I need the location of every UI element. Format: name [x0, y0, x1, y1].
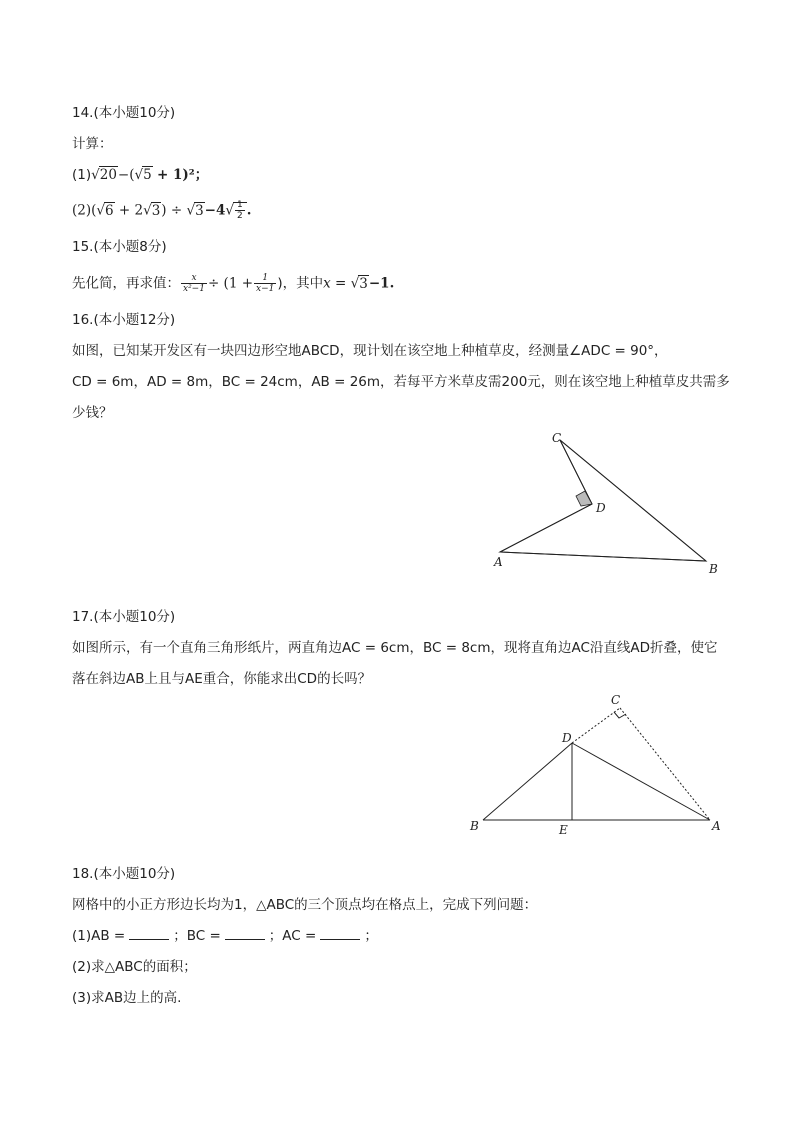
q15-body: 先化简，再求值： $\frac{x}{\text{x²−1}}$ ÷ (1 + $\frac{1}{x-1}$ )，其中x = √3−1.	[72, 273, 395, 294]
answer-blank-ab[interactable]	[129, 927, 169, 940]
q17-label-e: E	[559, 823, 568, 837]
q18-text-1: 网格中的小正方形边长均为1，△ABC的三个顶点均在格点上，完成下列问题：	[72, 897, 538, 913]
q18-part1: (1)AB = ；BC = ；AC = ；	[72, 928, 378, 944]
answer-blank-ac[interactable]	[320, 927, 360, 940]
q14-part1: (1)√20−(√5 + 1)²；	[72, 167, 209, 183]
q17-label-a: A	[712, 819, 721, 833]
q17-side-bd	[483, 743, 572, 820]
q18-part3: (3)求AB边上的高.	[72, 990, 182, 1006]
answer-blank-bc[interactable]	[225, 927, 265, 940]
q17-side-da	[572, 743, 710, 820]
q18-header: 18.(本小题10分)	[72, 866, 176, 882]
q15-header: 15.(本小题8分)	[72, 239, 167, 255]
right-angle-mark	[614, 712, 626, 718]
q17-text-2: 落在斜边AB上且与AE重合，你能求出CD的长吗？	[72, 671, 372, 687]
q18-part2: (2)求△ABC的面积；	[72, 959, 197, 975]
q14-part2: (2)(√6 + 2√3) ÷ √3−4√ $\frac{1}{2}$ .	[72, 200, 252, 221]
q17-dotted-ca	[620, 708, 710, 820]
q17-text-1: 如图所示，有一个直角三角形纸片，两直角边AC = 6cm，BC = 8cm，现将直角边AC沿直线AD折叠，使它	[72, 640, 718, 656]
q16-header: 16.(本小题12分)	[72, 312, 176, 328]
q16-figure	[490, 428, 730, 578]
q16-label-c: C	[552, 431, 562, 445]
q17-dotted-dc	[572, 708, 620, 743]
q16-side-ab	[500, 552, 706, 561]
q16-label-a: A	[494, 555, 503, 569]
q17-label-b: B	[470, 819, 479, 833]
q16-side-da	[500, 504, 592, 552]
q16-text-2: CD = 6m，AD = 8m，BC = 24cm，AB = 26m，若每平方米草皮需200元，则在该空地上种植草皮共需多	[72, 374, 730, 390]
q16-text-1: 如图，已知某开发区有一块四边形空地ABCD，现计划在该空地上种植草皮，经测量∠ADC = 90°，	[72, 343, 668, 359]
q16-label-b: B	[709, 562, 718, 576]
q14-intro: 计算：	[72, 136, 113, 152]
q17-header: 17.(本小题10分)	[72, 609, 176, 625]
q17-label-d: D	[562, 731, 572, 745]
q14-header: 14.(本小题10分)	[72, 105, 176, 121]
q17-figure	[465, 690, 740, 840]
q17-label-c: C	[611, 693, 621, 707]
q16-text-3: 少钱？	[72, 405, 113, 421]
q16-label-d: D	[596, 501, 606, 515]
